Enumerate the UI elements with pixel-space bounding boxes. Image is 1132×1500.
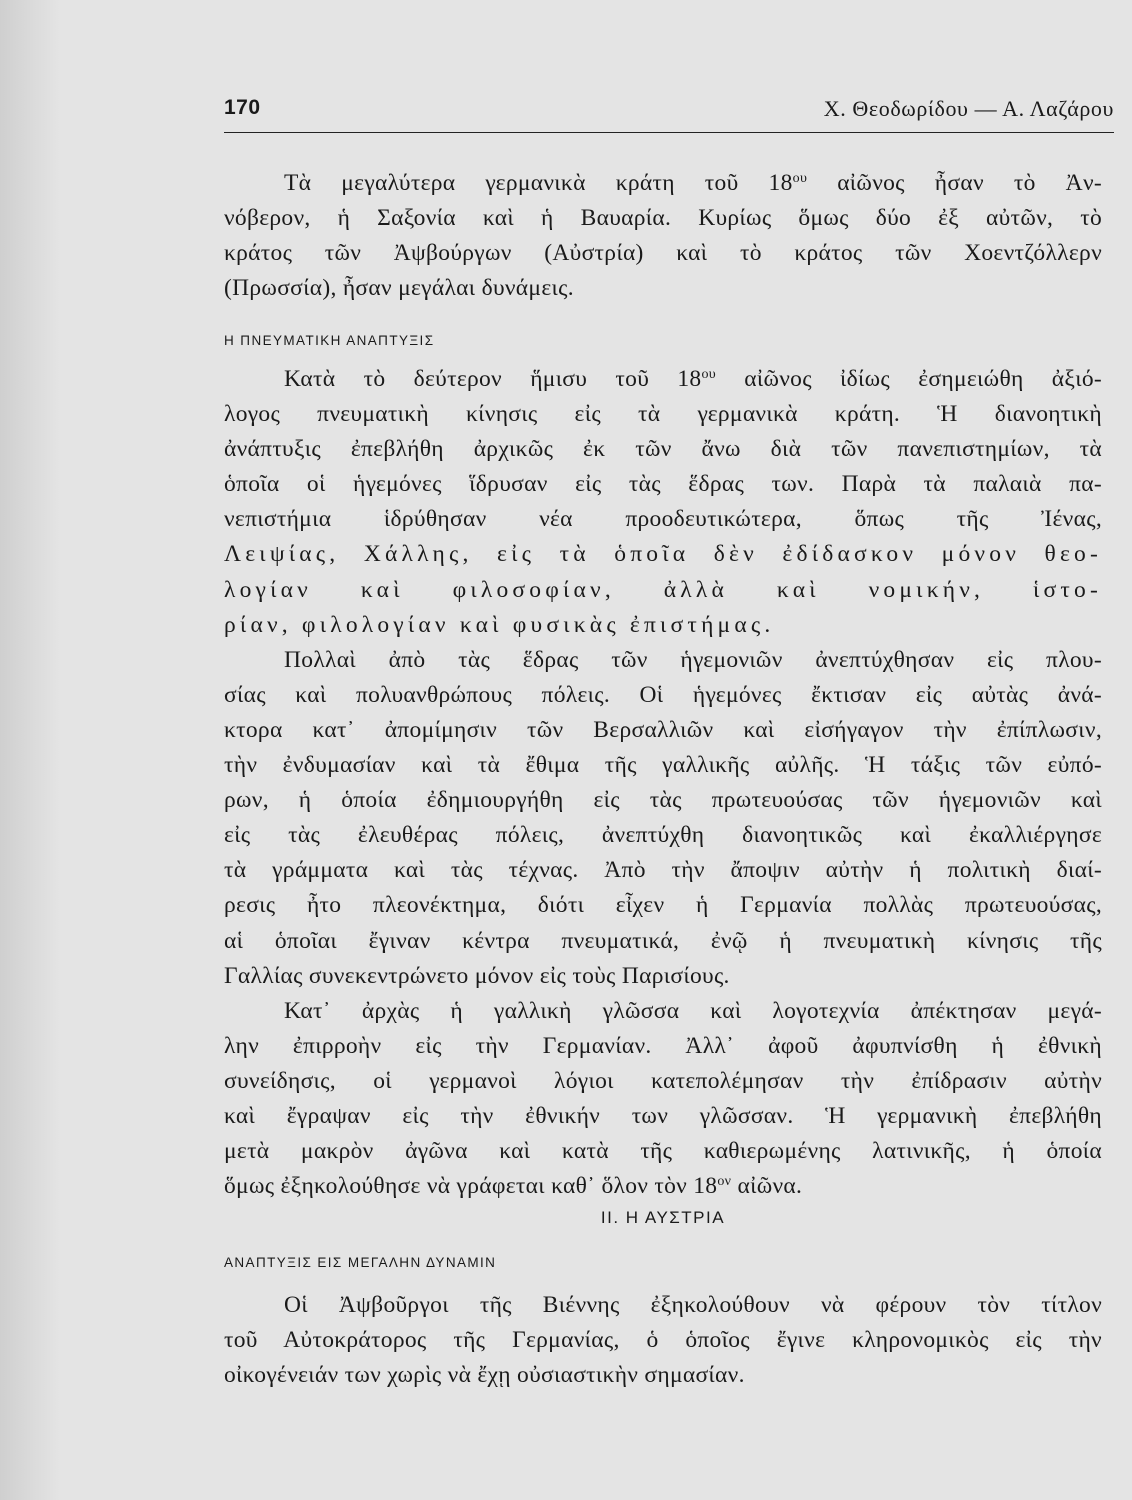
text-line: ρων, ἡ ὁποία ἐδημιουργήθη εἰς τὰς πρωτευούσας τῶν ἡγεμονιῶν καὶ <box>224 787 1102 814</box>
text-line: ρεσις ἦτο πλεονέκτημα, διότι εἶχεν ἡ Γερμανία πολλὰς πρωτευούσας, <box>224 892 1102 919</box>
text-line: τὰ γράμματα καὶ τὰς τέχνας. Ἀπὸ τὴν ἄποψιν αὐτὴν ἡ πολιτικὴ διαί- <box>224 857 1102 884</box>
text-line: Τὰ μεγαλύτερα γερμανικὰ κράτη τοῦ $18^{o\upsilon}$ αἰῶνος ἦσαν τὸ Ἀν- <box>284 170 1102 196</box>
text-line: λογος πνευματικὴ κίνησις εἰς τὰ γερμανικὰ κράτη. Ἡ διανοητικὴ <box>224 401 1102 428</box>
text-line: συνείδησις, οἱ γερμανοὶ λόγιοι κατεπολέμησαν τὴν ἐπίδρασιν αὐτὴν <box>224 1067 1102 1094</box>
text-line: οἰκογένειάν των χωρὶς νὰ ἔχῃ οὐσιαστικὴν σημασίαν. <box>224 1362 745 1389</box>
text-line: κράτος τῶν Ἀψβούργων (Αὐστρία) καὶ τὸ κράτος τῶν Χοεντζόλλερν <box>224 240 1102 267</box>
text-line: νεπιστήμια ἱδρύθησαν νέα προοδευτικώτερα, ὅπως τῆς Ἰένας, <box>224 506 1102 533</box>
text-line: Κατὰ τὸ δεύτερον ἥμισυ τοῦ $18^{o\upsilon}$ αἰῶνος ἰδίως ἐσημειώθη ἀξιό- <box>284 366 1102 392</box>
section-heading-block <box>224 1248 1102 1278</box>
text-line: εἰς τὰς ἐλευθέρας πόλεις, ἀνεπτύχθη διανοητικῶς καὶ ἐκαλλιέργησε <box>224 822 1102 849</box>
text-line: Κατ᾽ ἀρχὰς ἡ γαλλικὴ γλῶσσα καὶ λογοτεχνία ἀπέκτησαν μεγά- <box>284 997 1102 1024</box>
text-line: μετὰ μακρὸν ἀγῶνα καὶ κατὰ τῆς καθιερωμένης λατινικῆς, ἡ ὁποία <box>224 1138 1102 1165</box>
text-line: τὴν ἐνδυμασίαν καὶ τὰ ἔθιμα τῆς γαλλικῆς αὐλῆς. Ἡ τάξις τῶν εὐπό- <box>224 752 1102 779</box>
text-line: λην ἐπιρροὴν εἰς τὴν Γερμανίαν. Ἀλλ᾽ ἀφοῦ ἀφυπνίσθη ἡ ἐθνικὴ <box>224 1032 1102 1059</box>
running-head: Χ. Θεοδωρίδου — Α. Λαζάρου <box>823 96 1114 121</box>
section-heading: ΑΝΑΠΤΥΞΙΣ ΕΙΣ ΜΕΓΑΛΗΝ ΔΥΝΑΜΙΝ <box>224 1255 497 1270</box>
text-line: σίας καὶ πολυανθρώπους πόλεις. Οἱ ἡγεμόνες ἔκτισαν εἰς αὐτὰς ἀνά- <box>224 681 1102 708</box>
text-line: Πολλαὶ ἀπὸ τὰς ἕδρας τῶν ἡγεμονιῶν ἀνεπτύχθησαν εἰς πλου- <box>284 646 1102 673</box>
text-line: ὅμως ἐξηκολούθησε νὰ γράφεται καθ᾽ ὅλον τὸν $18^{o\nu}$ αἰῶνα. <box>224 1173 803 1200</box>
chapter-title: II. Η ΑΥΣΤΡΙΑ <box>600 1208 726 1227</box>
text-line: καὶ ἔγραψαν εἰς τὴν ἐθνικήν των γλῶσσαν. Ἡ γερμανικὴ ἐπεβλήθη <box>224 1102 1102 1129</box>
text-line: νόβερον, ἡ Σαξονία καὶ ἡ Βαυαρία. Κυρίως ὅμως δύο ἐξ αὐτῶν, τὸ <box>224 205 1102 232</box>
paragraph-body <box>224 362 1102 1204</box>
text-line: ἀνάπτυξις ἐπεβλήθη ἀρχικῶς ἐκ τῶν ἄνω διὰ τῶν πανεπιστημίων, τὰ <box>224 436 1102 463</box>
text-line: ρίαν, φιλολογίαν καὶ φυσικὰς ἐπιστήμας. <box>224 611 775 638</box>
text-line: κτορα κατ᾽ ἀπομίμησιν τῶν Βερσαλλιῶν καὶ εἰσήγαγον τὴν ἐπίπλωσιν, <box>224 716 1102 743</box>
text-line: ὁποῖα οἱ ἡγεμόνες ἵδρυσαν εἰς τὰς ἕδρας των. Παρὰ τὰ παλαιὰ πα- <box>224 471 1102 498</box>
paragraph-intro <box>224 166 1102 306</box>
page-header <box>224 96 1114 133</box>
section-heading-block <box>224 326 1102 356</box>
text-line: αἱ ὁποῖαι ἔγιναν κέντρα πνευματικά, ἐνῷ ἡ πνευματικὴ κίνησις τῆς <box>224 927 1102 954</box>
paragraph-austria <box>224 1288 1102 1393</box>
text-line: (Πρωσσία), ἦσαν μεγάλαι δυνάμεις. <box>224 275 574 302</box>
text-line: Λειψίας, Χάλλης, εἰς τὰ ὁποῖα δὲν ἐδίδασκον μόνον θεο- <box>224 541 1102 568</box>
page-number: 170 <box>224 96 261 119</box>
text-line: Οἱ Ἀψβοῦργοι τῆς Βιέννης ἐξηκολούθουν νὰ φέρουν τὸν τίτλον <box>284 1292 1102 1318</box>
section-heading: Η ΠΝΕΥΜΑΤΙΚΗ ΑΝΑΠΤΥΞΙΣ <box>224 333 435 348</box>
text-line: τοῦ Αὐτοκράτορος τῆς Γερμανίας, ὁ ὁποῖος ἔγινε κληρονομικὸς εἰς τὴν <box>224 1327 1102 1354</box>
text-line: Γαλλίας συνεκεντρώνετο μόνον εἰς τοὺς Παρισίους. <box>224 962 730 989</box>
text-line: λογίαν καὶ φιλοσοφίαν, ἀλλὰ καὶ νομικήν, ἱστο- <box>224 576 1102 603</box>
